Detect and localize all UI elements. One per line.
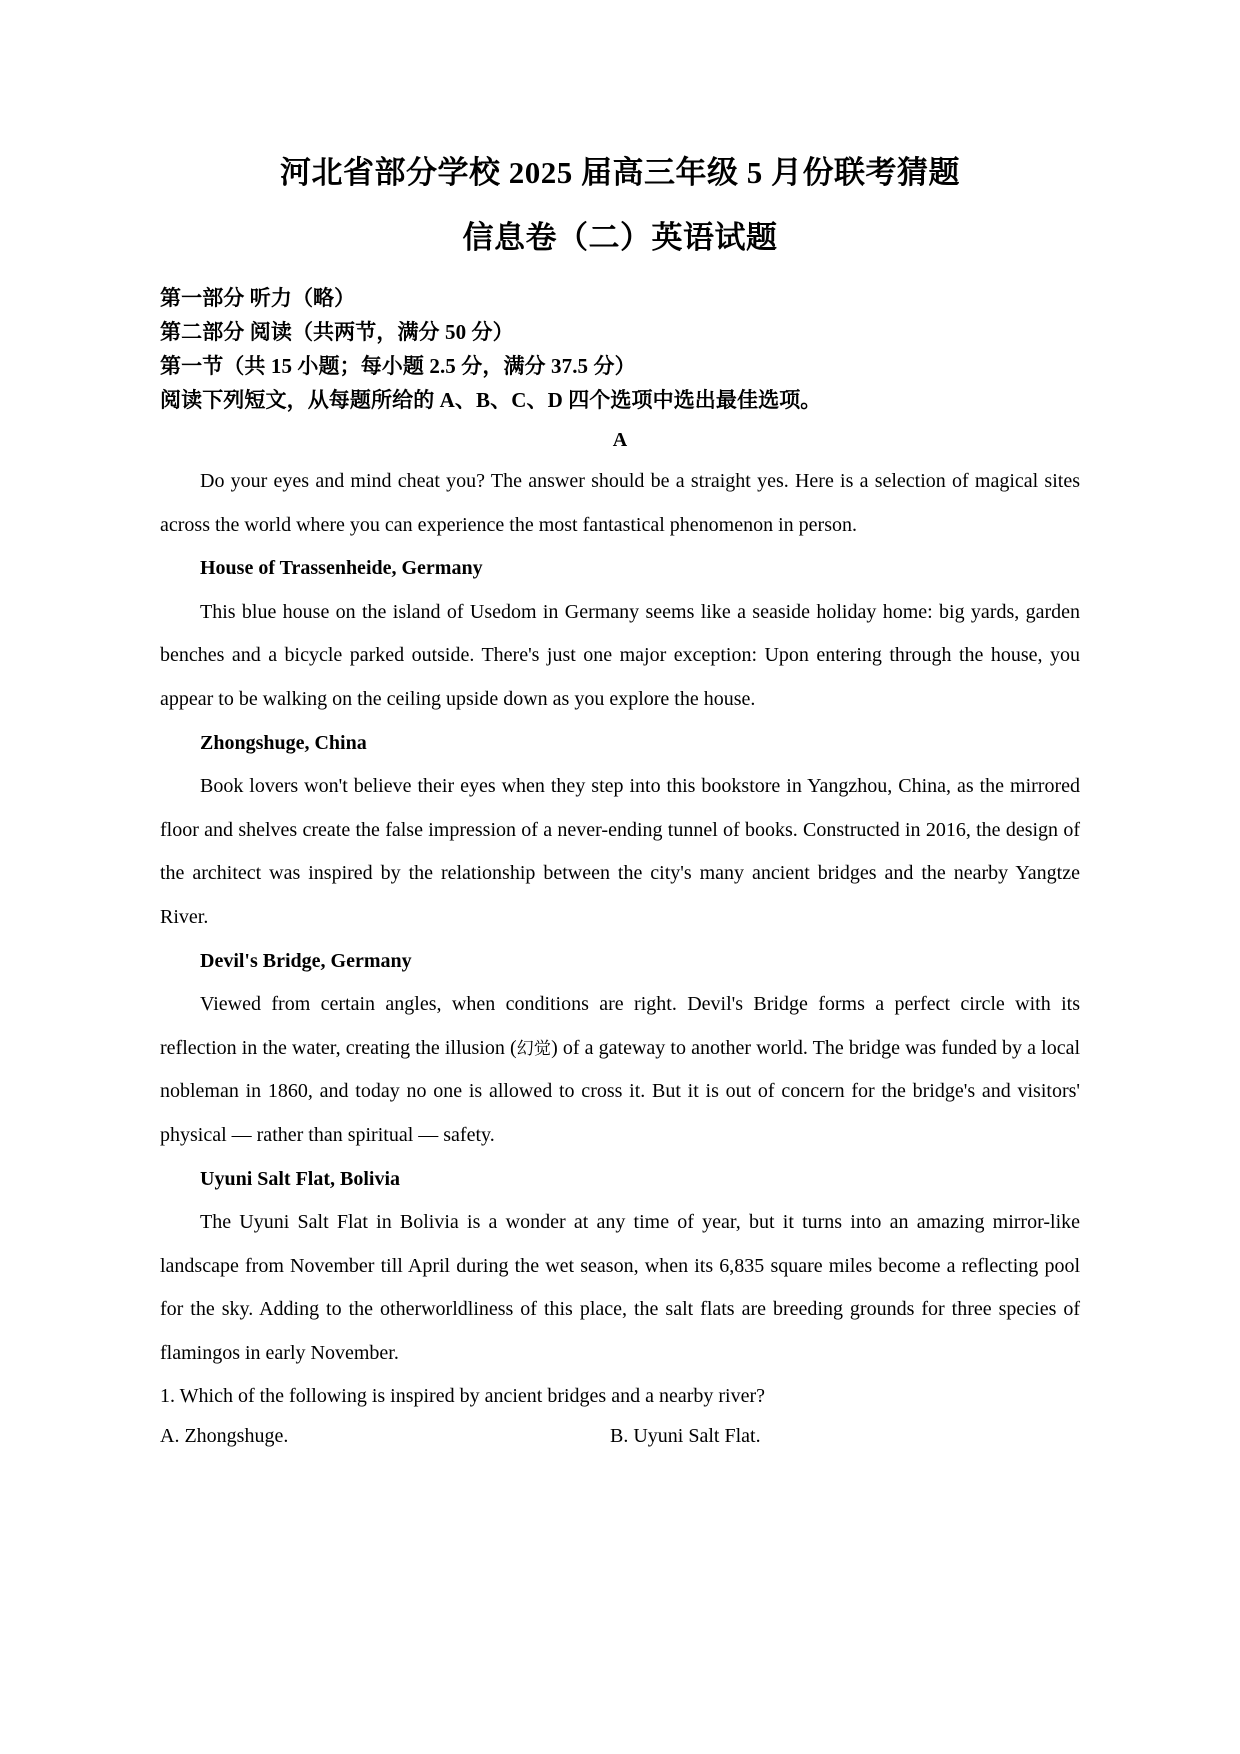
passage-intro-paragraph: Do your eyes and mind cheat you? The answer should be a straight yes. Here is a selection of magical sites across the world where you can experience the most fantastical phenomenon in person. — [160, 470, 1080, 536]
instruction-section-1: 第一节（共 15 小题；每小题 2.5 分，满分 37.5 分） — [160, 354, 636, 379]
entry-heading: House of Trassenheide, Germany — [200, 557, 483, 580]
option-a[interactable]: A. Zhongshuge. — [160, 1424, 289, 1447]
entry-house-of-trassenheide — [160, 547, 1080, 721]
chinese-gloss: 幻觉 — [516, 1038, 552, 1059]
title-block — [160, 150, 1080, 261]
entry-devils-bridge — [160, 940, 1080, 1158]
section-letter-a: A — [612, 429, 628, 452]
entry-uyuni-salt-flat — [160, 1158, 1080, 1376]
entry-body: The Uyuni Salt Flat in Bolivia is a wonder at any time of year, but it turns into an amazing mirror-like landscape from November till April during the wet season, when its 6,835 square miles become a reflecting pool for the sky. Adding to the otherworldliness of this place, the salt flats are breeding grounds for three species of flamingos in early November. — [160, 1211, 1080, 1364]
instructions-block — [160, 281, 1080, 417]
question-1 — [160, 1376, 1080, 1456]
instruction-part-1: 第一部分 听力（略） — [160, 286, 356, 310]
entry-heading: Uyuni Salt Flat, Bolivia — [200, 1167, 401, 1190]
instruction-part-2: 第二部分 阅读（共两节，满分 50 分） — [160, 320, 514, 345]
entry-heading: Devil's Bridge, Germany — [200, 949, 412, 972]
instruction-directions: 阅读下列短文，从每题所给的 A、B、C、D 四个选项中选出最佳选项。 — [160, 388, 822, 413]
entry-heading: Zhongshuge, China — [200, 731, 367, 754]
question-stem: 1. Which of the following is inspired by ancient bridges and a nearby river? — [160, 1384, 766, 1407]
entry-body: This blue house on the island of Usedom in Germany seems like a seaside holiday home: big yards, garden benches and a bicycle parked outside. There's just one major exception: Upon entering through the house, you appear to be walking on the ceiling upside down as you explore the house. — [160, 600, 1080, 711]
entry-zhongshuge — [160, 722, 1080, 940]
page-title-line-1: 河北省部分学校 2025 届高三年级 5 月份联考猜题 — [280, 155, 960, 190]
question-options — [160, 1416, 1080, 1456]
option-b[interactable]: B. Uyuni Salt Flat. — [610, 1424, 761, 1447]
entry-body: Book lovers won't believe their eyes when they step into this bookstore in Yangzhou, China, as the mirrored floor and shelves create the false impression of a never-ending tunnel of books. Constructed in 2016, the design of the architect was inspired by the relationship between the city's many ancient bridges and the nearby Yangtze River. — [160, 775, 1080, 928]
entry-body-part-1: Viewed from certain angles, when conditions are right. Devil's Bridge forms a perfect circle with its reflection in the water, creating the illusion ( — [160, 993, 1080, 1059]
entry-body-part-2: ) of a gateway to another world. The bridge was funded by a local nobleman in 1860, and today no one is allowed to cross it. But it is out of concern for the bridge's and visitors' physical — rather than spiritual — safety. — [160, 1036, 1081, 1146]
entry-body — [160, 983, 1080, 1157]
page-title-line-2: 信息卷（二）英语试题 — [462, 219, 778, 255]
